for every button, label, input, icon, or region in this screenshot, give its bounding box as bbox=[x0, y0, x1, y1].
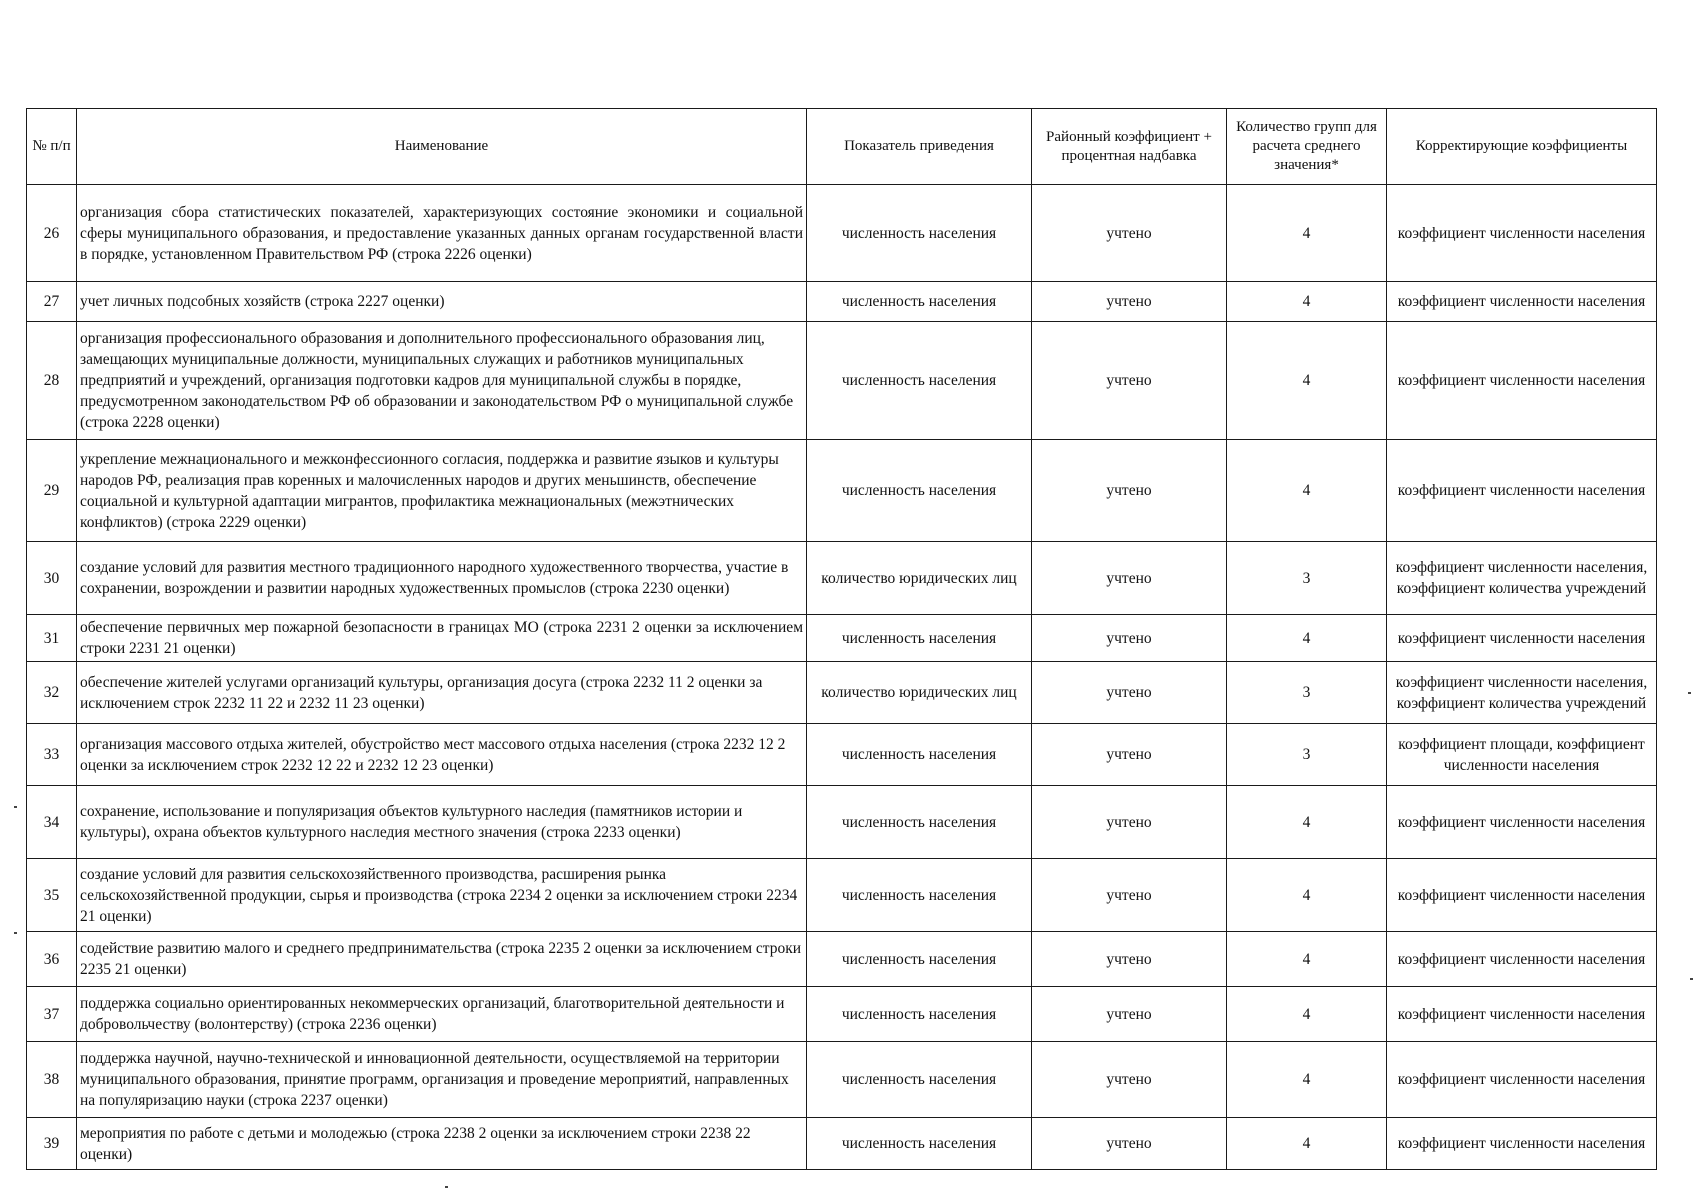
row-coefficient-cell: учтено bbox=[1032, 542, 1227, 615]
row-coefficient-cell: учтено bbox=[1032, 322, 1227, 440]
row-coefficient-cell: учтено bbox=[1032, 440, 1227, 542]
scan-speck bbox=[14, 932, 17, 934]
row-indicator-cell: численность населения bbox=[807, 724, 1032, 786]
row-name-cell: мероприятия по работе с детьми и молодежью (строка 2238 2 оценки за исключением строки 2238 22 оценки) bbox=[77, 1118, 807, 1170]
row-groups-cell: 4 bbox=[1227, 987, 1387, 1042]
table-row bbox=[27, 987, 1657, 1042]
table-row bbox=[27, 724, 1657, 786]
row-coefficient-cell: учтено bbox=[1032, 185, 1227, 282]
row-groups-cell: 3 bbox=[1227, 662, 1387, 724]
row-groups-cell: 3 bbox=[1227, 724, 1387, 786]
table-body bbox=[27, 185, 1657, 1170]
row-correction-cell: коэффициент численности населения, коэффициент количества учреждений bbox=[1387, 542, 1657, 615]
row-indicator-cell: численность населения bbox=[807, 282, 1032, 322]
row-indicator-cell: численность населения bbox=[807, 786, 1032, 859]
header-row bbox=[27, 109, 1657, 185]
row-correction-cell: коэффициент численности населения bbox=[1387, 615, 1657, 662]
row-number-cell: 33 bbox=[27, 724, 77, 786]
row-groups-cell: 4 bbox=[1227, 859, 1387, 932]
row-number-cell: 30 bbox=[27, 542, 77, 615]
table-row bbox=[27, 542, 1657, 615]
row-number-cell: 26 bbox=[27, 185, 77, 282]
row-indicator-cell: численность населения bbox=[807, 1118, 1032, 1170]
row-coefficient-cell: учтено bbox=[1032, 1118, 1227, 1170]
row-name-cell: создание условий для развития местного традиционного народного художественного творчества, участие в сохранении, возрождении и развитии народных художественных промыслов (строка 2230 оценки) bbox=[77, 542, 807, 615]
row-name-cell: обеспечение жителей услугами организаций культуры, организация досуга (строка 2232 11 2 оценки за исключением строк 2232 11 22 и 2232 11 23 оценки) bbox=[77, 662, 807, 724]
row-groups-cell: 4 bbox=[1227, 786, 1387, 859]
row-number-cell: 32 bbox=[27, 662, 77, 724]
row-indicator-cell: численность населения bbox=[807, 932, 1032, 987]
row-number-cell: 35 bbox=[27, 859, 77, 932]
row-groups-cell: 4 bbox=[1227, 185, 1387, 282]
row-groups-cell: 4 bbox=[1227, 615, 1387, 662]
row-coefficient-cell: учтено bbox=[1032, 282, 1227, 322]
row-groups-cell: 4 bbox=[1227, 932, 1387, 987]
row-name-cell: организация профессионального образования и дополнительного профессионального образования лиц, замещающих муниципальные должности, муниципальных служащих и работников муниципальных предприятий и учреждений, организация подготовки кадров для муниципальной службы в порядке, предусмотренном законодательством РФ об образовании и законодательством РФ о муниципальной службе (строка 2228 оценки) bbox=[77, 322, 807, 440]
table-row bbox=[27, 932, 1657, 987]
row-indicator-cell: численность населения bbox=[807, 615, 1032, 662]
table-row bbox=[27, 786, 1657, 859]
header-indicator: Показатель приведения bbox=[807, 109, 1032, 185]
row-number-cell: 37 bbox=[27, 987, 77, 1042]
row-correction-cell: коэффициент численности населения bbox=[1387, 786, 1657, 859]
row-coefficient-cell: учтено bbox=[1032, 1042, 1227, 1118]
row-correction-cell: коэффициент численности населения bbox=[1387, 322, 1657, 440]
row-correction-cell: коэффициент численности населения, коэффициент количества учреждений bbox=[1387, 662, 1657, 724]
row-name-cell: укрепление межнационального и межконфессионного согласия, поддержка и развитие языков и культуры народов РФ, реализация прав коренных и малочисленных народов и других меньшинств, обеспечение социальной и культурной адаптации мигрантов, профилактика межнациональных (межэтнических конфликтов) (строка 2229 оценки) bbox=[77, 440, 807, 542]
row-indicator-cell: количество юридических лиц bbox=[807, 542, 1032, 615]
row-coefficient-cell: учтено bbox=[1032, 786, 1227, 859]
row-indicator-cell: количество юридических лиц bbox=[807, 662, 1032, 724]
row-indicator-cell: численность населения bbox=[807, 185, 1032, 282]
row-number-cell: 39 bbox=[27, 1118, 77, 1170]
row-number-cell: 27 bbox=[27, 282, 77, 322]
row-groups-cell: 3 bbox=[1227, 542, 1387, 615]
row-name-cell: создание условий для развития сельскохозяйственного производства, расширения рынка сельскохозяйственной продукции, сырья и производства (строка 2234 2 оценки за исключением строки 2234 21 оценки) bbox=[77, 859, 807, 932]
row-indicator-cell: численность населения bbox=[807, 440, 1032, 542]
row-indicator-cell: численность населения bbox=[807, 1042, 1032, 1118]
row-name-cell: содействие развитию малого и среднего предпринимательства (строка 2235 2 оценки за исключением строки 2235 21 оценки) bbox=[77, 932, 807, 987]
row-number-cell: 28 bbox=[27, 322, 77, 440]
row-coefficient-cell: учтено bbox=[1032, 662, 1227, 724]
row-groups-cell: 4 bbox=[1227, 1118, 1387, 1170]
row-correction-cell: коэффициент численности населения bbox=[1387, 987, 1657, 1042]
row-coefficient-cell: учтено bbox=[1032, 932, 1227, 987]
row-indicator-cell: численность населения bbox=[807, 987, 1032, 1042]
row-name-cell: организация массового отдыха жителей, обустройство мест массового отдыха населения (строка 2232 12 2 оценки за исключением строк 2232 12 22 и 2232 12 23 оценки) bbox=[77, 724, 807, 786]
row-coefficient-cell: учтено bbox=[1032, 724, 1227, 786]
row-name-cell: организация сбора статистических показателей, характеризующих состояние экономики и социальной сферы муниципального образования, и предоставление указанных данных органам государственной власти в порядке, установленном Правительством РФ (строка 2226 оценки) bbox=[77, 185, 807, 282]
header-coefficient: Районный коэффициент + процентная надбавка bbox=[1032, 109, 1227, 185]
row-name-cell: учет личных подсобных хозяйств (строка 2227 оценки) bbox=[77, 282, 807, 322]
table-row bbox=[27, 859, 1657, 932]
row-name-cell: поддержка научной, научно-технической и инновационной деятельности, осуществляемой на территории муниципального образования, принятие программ, организация и проведение мероприятий, направленных на популяризацию науки (строка 2237 оценки) bbox=[77, 1042, 807, 1118]
row-correction-cell: коэффициент численности населения bbox=[1387, 859, 1657, 932]
row-name-cell: обеспечение первичных мер пожарной безопасности в границах МО (строка 2231 2 оценки за исключением строки 2231 21 оценки) bbox=[77, 615, 807, 662]
row-correction-cell: коэффициент численности населения bbox=[1387, 1118, 1657, 1170]
row-number-cell: 38 bbox=[27, 1042, 77, 1118]
table-row bbox=[27, 282, 1657, 322]
row-name-cell: поддержка социально ориентированных некоммерческих организаций, благотворительной деятельности и добровольчеству (волонтерству) (строка 2236 оценки) bbox=[77, 987, 807, 1042]
row-groups-cell: 4 bbox=[1227, 1042, 1387, 1118]
row-number-cell: 29 bbox=[27, 440, 77, 542]
table-row bbox=[27, 185, 1657, 282]
header-correction: Корректирующие коэффициенты bbox=[1387, 109, 1657, 185]
row-number-cell: 36 bbox=[27, 932, 77, 987]
row-correction-cell: коэффициент численности населения bbox=[1387, 282, 1657, 322]
row-number-cell: 31 bbox=[27, 615, 77, 662]
row-indicator-cell: численность населения bbox=[807, 322, 1032, 440]
scan-speck bbox=[14, 806, 17, 808]
table-row bbox=[27, 1118, 1657, 1170]
row-indicator-cell: численность населения bbox=[807, 859, 1032, 932]
row-number-cell: 34 bbox=[27, 786, 77, 859]
table-row bbox=[27, 440, 1657, 542]
row-correction-cell: коэффициент численности населения bbox=[1387, 185, 1657, 282]
row-groups-cell: 4 bbox=[1227, 322, 1387, 440]
row-correction-cell: коэффициент численности населения bbox=[1387, 1042, 1657, 1118]
row-correction-cell: коэффициент численности населения bbox=[1387, 932, 1657, 987]
row-coefficient-cell: учтено bbox=[1032, 615, 1227, 662]
scan-speck bbox=[1688, 692, 1691, 694]
scan-speck bbox=[1690, 978, 1693, 980]
table-row bbox=[27, 1042, 1657, 1118]
table-row bbox=[27, 322, 1657, 440]
scan-speck bbox=[445, 1186, 448, 1188]
header-groups: Количество групп для расчета среднего значения* bbox=[1227, 109, 1387, 185]
row-correction-cell: коэффициент площади, коэффициент численности населения bbox=[1387, 724, 1657, 786]
header-name: Наименование bbox=[77, 109, 807, 185]
row-groups-cell: 4 bbox=[1227, 440, 1387, 542]
table-row bbox=[27, 662, 1657, 724]
row-name-cell: сохранение, использование и популяризация объектов культурного наследия (памятников истории и культуры), охрана объектов культурного наследия местного значения (строка 2233 оценки) bbox=[77, 786, 807, 859]
table-row bbox=[27, 615, 1657, 662]
row-groups-cell: 4 bbox=[1227, 282, 1387, 322]
data-table bbox=[26, 108, 1657, 1170]
row-coefficient-cell: учтено bbox=[1032, 987, 1227, 1042]
row-correction-cell: коэффициент численности населения bbox=[1387, 440, 1657, 542]
header-num: № п/п bbox=[27, 109, 77, 185]
row-coefficient-cell: учтено bbox=[1032, 859, 1227, 932]
